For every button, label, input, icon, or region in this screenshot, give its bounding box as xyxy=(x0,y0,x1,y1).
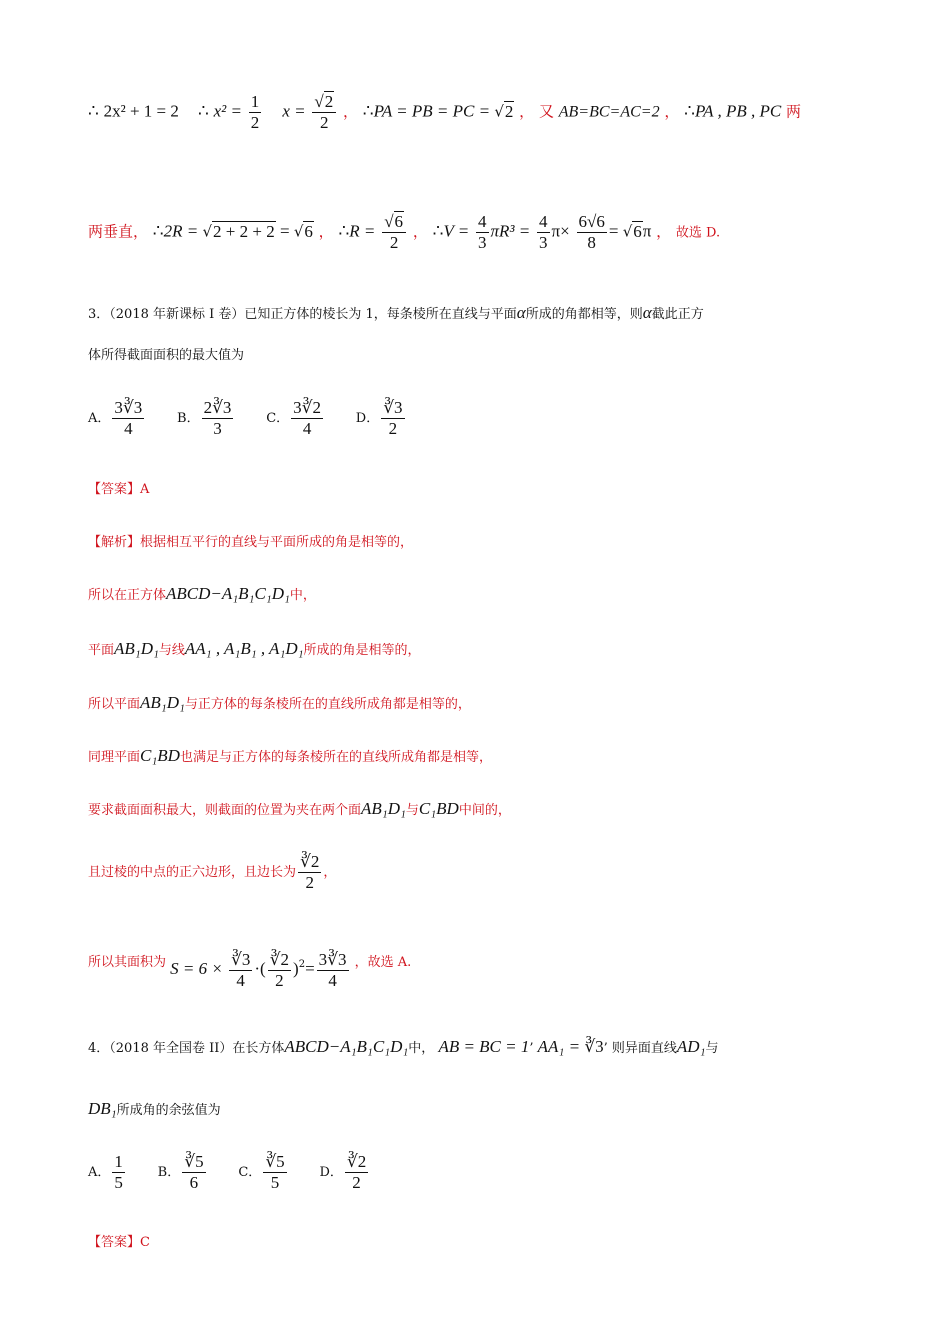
fraction: $\frac{6√6}{8}$ xyxy=(578,212,605,252)
fraction: $\frac{√6}{2}$ xyxy=(382,212,406,253)
choice-a[interactable]: A． $\frac{1}{5}$ xyxy=(88,1152,123,1192)
q4-choices xyxy=(88,1152,396,1193)
fraction: $\frac{4}{3}$ xyxy=(539,212,548,252)
choice-c[interactable]: C． $\frac{∛5}{5}$ xyxy=(238,1152,285,1192)
q3-stem-line-1: 3．（2018 年新课标 I 卷）已知正方体的棱长为 1，每条棱所在直线与平面α所成的角都相等，则α截此正方 xyxy=(88,303,704,322)
q3-step-5: 要求截面面积最大，则截面的位置为夹在两个面AB₁D₁与C₁BD中间的， xyxy=(88,799,511,818)
q3-step-6: 且过棱的中点的正六边形，且边长为 $\frac{∛2}{2}$ ， xyxy=(88,852,337,892)
choice-c[interactable]: C． $\frac{3∛2}{4}$ xyxy=(266,398,321,438)
fraction: $\frac{√2}{2}$ xyxy=(312,92,336,133)
q3-step-2: 平面AB₁D₁与线AA₁ , A₁B₁ , A₁D₁所成的角是相等的， xyxy=(88,639,421,658)
q3-step-3: 所以平面AB₁D₁与正方体的每条棱所在的直线所成角都是相等的， xyxy=(88,693,471,712)
choice-d[interactable]: D． $\frac{∛2}{2}$ xyxy=(319,1152,367,1192)
q3-answer: 【答案】A xyxy=(88,482,150,497)
q4-stem-line-1: 4．（2018 年全国卷 II）在长方体ABCD−A₁B₁C₁D₁中， AB = BC = 1’ AA₁ = ∛3’ 则异面直线AD₁与 xyxy=(88,1037,719,1056)
choice-b[interactable]: B． $\frac{2∛3}{3}$ xyxy=(177,398,232,438)
q3-choices xyxy=(88,398,433,439)
choice-a[interactable]: A． $\frac{3∛3}{4}$ xyxy=(88,398,143,438)
q4-answer: 【答案】C xyxy=(88,1235,150,1250)
solution-line-2: 两垂直， ∴2R = √2 + 2 + 2 = √6 ， ∴R = $\frac{√6}{2}$ ， ∴V = $\frac{4}{3}$ πR³ = $\frac{4}{3}$ π× $\frac{6√6}{8}$ = √6π ， 故选 D. xyxy=(88,212,721,252)
fraction: $\frac{1}{2}$ xyxy=(250,92,260,132)
q3-step-4: 同理平面C₁BD也满足与正方体的每条棱所在的直线所成角都是相等， xyxy=(88,746,492,765)
q4-stem-line-2: DB₁所成角的余弦值为 xyxy=(88,1099,221,1118)
q3-stem-line-2: 体所得截面面积的最大值为 xyxy=(88,348,245,363)
equation: 2x² + 1 = 2 xyxy=(103,101,179,121)
q3-analysis: 【解析】根据相互平行的直线与平面所成的角是相等的， xyxy=(88,535,414,550)
choice-d[interactable]: D． $\frac{∛3}{2}$ xyxy=(355,398,403,438)
fraction: $\frac{4}{3}$ xyxy=(478,212,487,252)
equation: x² = xyxy=(213,101,242,121)
q3-step-1: 所以在正方体ABCD−A₁B₁C₁D₁中， xyxy=(88,584,316,603)
solution-line-1: ∴ 2x² + 1 = 2 ∴ x² = $\frac{1}{2}$ x = $\frac{√2}{2}$ ， ∴PA = PB = PC = √2 ， 又 AB=BC=AC=2 ， ∴PA , PB , PC 两 xyxy=(88,92,802,132)
conclusion: 故选 D. xyxy=(675,225,721,241)
choice-b[interactable]: B． $\frac{∛5}{6}$ xyxy=(157,1152,204,1192)
q3-step-7: 所以其面积为 S = 6 × $\frac{∛3}{4}$ ·( $\frac{∛2}{2}$ )$^2$= $\frac{3∛3}{4}$ ，故选 A. xyxy=(88,950,412,990)
